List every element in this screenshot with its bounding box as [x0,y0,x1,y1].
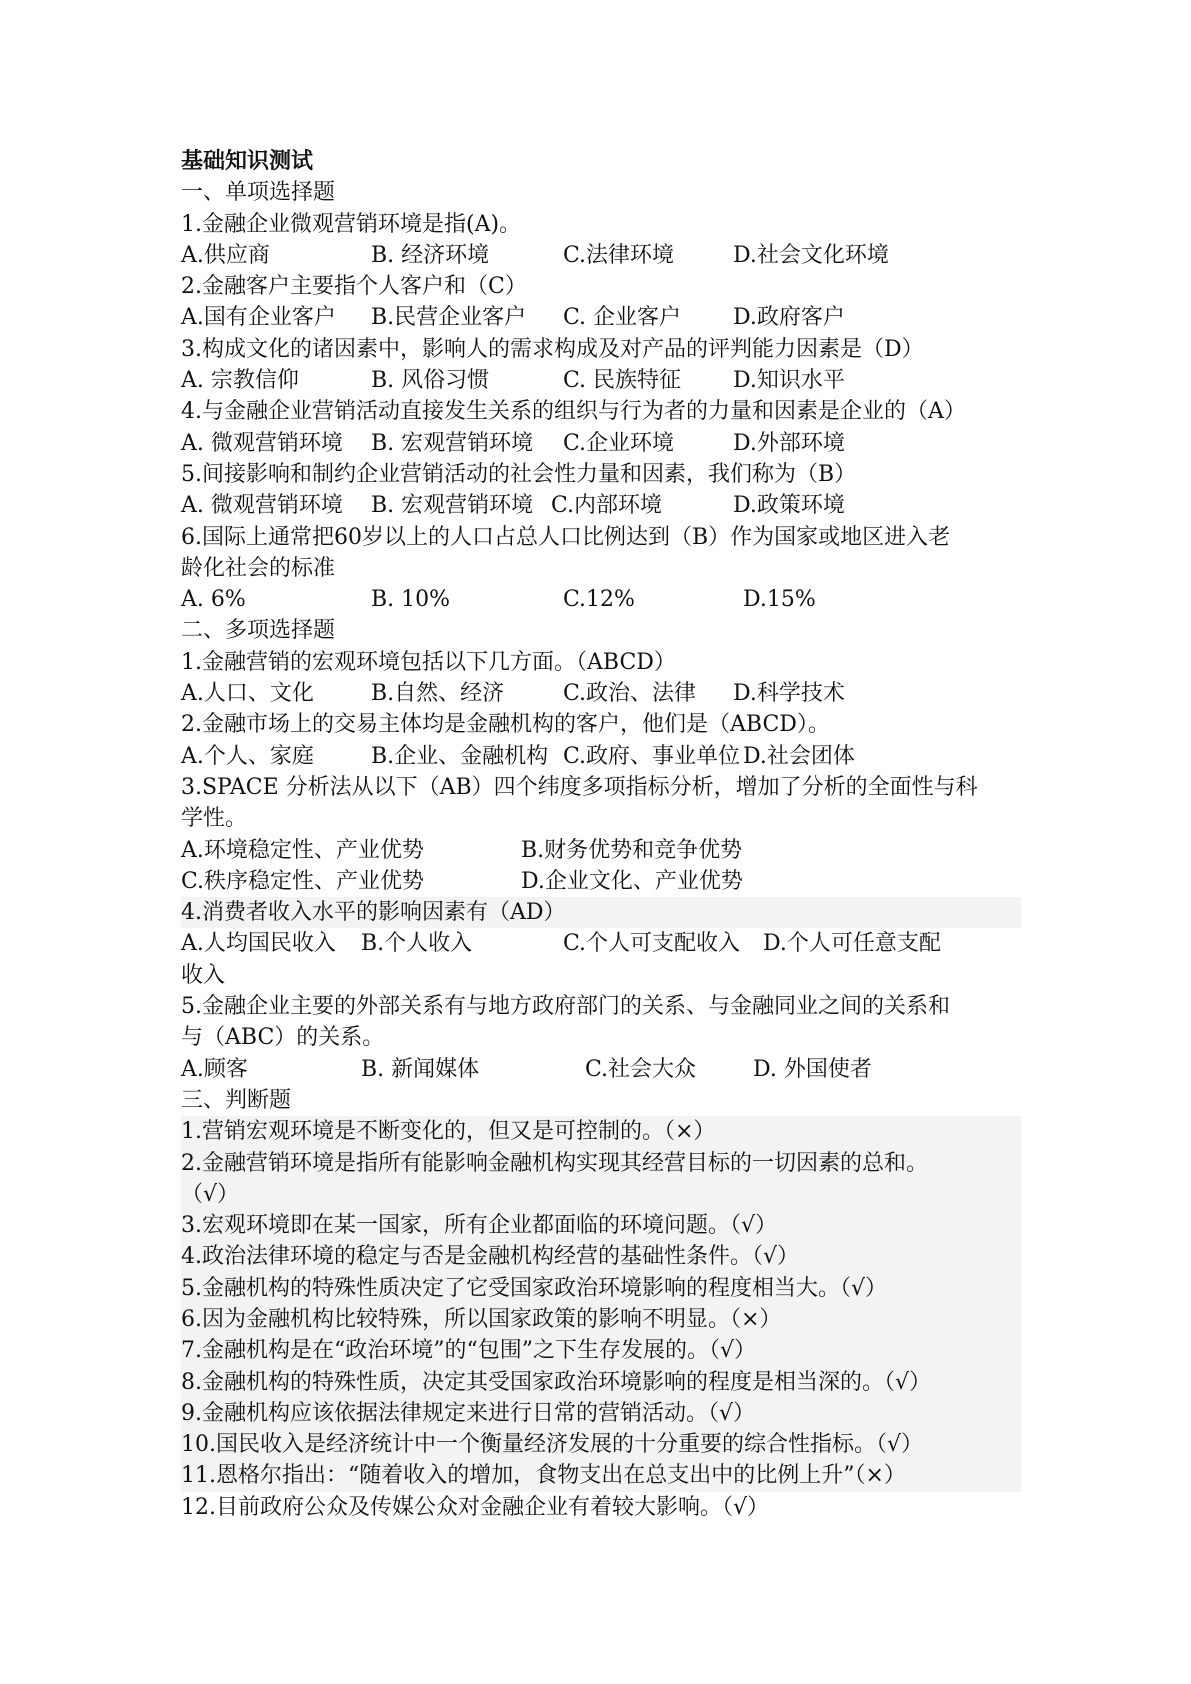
option-c: C.政府、事业单位 [563,743,741,769]
option-d: D.个人可任意支配 [763,931,941,957]
document-title: 基础知识测试 [181,149,314,174]
judgment-item: 12.目前政府公众及传媒公众对金融企业有着较大影响。（√） [181,1494,770,1520]
option-b: B. 风俗习惯 [371,368,490,394]
options-row [181,678,1021,709]
option-d: D.政府客户 [733,305,845,331]
judgment-item: 4.政治法律环境的稳定与否是金融机构经营的基础性条件。（√） [181,1241,1021,1272]
option-c: C.12% [563,587,635,613]
option-a: A.供应商 [181,242,270,268]
judgment-item-continued: （√） [181,1179,1021,1210]
option-b: B. 宏观营销环境 [371,430,534,456]
option-b: B. 10% [371,587,451,613]
question-text-continued: 学性。 [181,806,248,832]
judgment-item: 1.营销宏观环境是不断变化的，但又是可控制的。（×） [181,1116,1021,1147]
options-row [181,490,1021,521]
judgment-item: 11.恩格尔指出：“随着收入的增加，食物支出在总支出中的比例上升”（×） [181,1460,1021,1491]
options-row [181,365,1021,396]
options-row [181,928,1021,959]
question-text: 4.消费者收入水平的影响因素有（AD） [181,897,1021,928]
option-a: A.环境稳定性、产业优势 [181,837,424,863]
option-b: B.财务优势和竞争优势 [521,837,743,863]
question-text: 6.国际上通常把60岁以上的人口占总人口比例达到（B）作为国家或地区进入老 [181,524,951,550]
options-row [181,428,1021,459]
option-c: C.社会大众 [585,1056,697,1082]
option-c: C. 企业客户 [563,305,682,331]
question-text-continued: 与（ABC）的关系。 [181,1025,385,1051]
option-a: A. 微观营销环境 [181,493,343,519]
option-a: A.人均国民收入 [181,931,336,957]
question-text: 3.SPACE 分析法从以下（AB）四个纬度多项指标分析，增加了分析的全面性与科 [181,774,978,800]
options-row [181,1054,1021,1085]
question-text: 2.金融市场上的交易主体均是金融机构的客户，他们是（ABCD）。 [181,712,830,738]
question-text: 1.金融企业微观营销环境是指(A)。 [181,211,522,237]
options-row [181,741,1021,772]
option-a: A.国有企业客户 [181,305,336,331]
option-text-continued: 收入 [181,962,226,988]
document-body [181,146,1021,1523]
options-row [181,835,1021,866]
question-text: 4.与金融企业营销活动直接发生关系的组织与行为者的力量和因素是企业的（A） [181,399,966,425]
option-d: D.科学技术 [733,681,845,707]
options-row [181,240,1021,271]
option-b: B. 新闻媒体 [361,1056,480,1082]
option-d: D.知识水平 [733,368,845,394]
judgment-item: 3.宏观环境即在某一国家，所有企业都面临的环境问题。（√） [181,1210,1021,1241]
option-b: B.自然、经济 [371,681,505,707]
question-text: 1.金融营销的宏观环境包括以下几方面。（ABCD） [181,649,676,675]
option-b: B.民营企业客户 [371,305,527,331]
option-a: A.个人、家庭 [181,743,314,769]
option-b: B.企业、金融机构 [371,743,549,769]
question-text-continued: 龄化社会的标准 [181,555,336,581]
option-d: D.社会文化环境 [733,242,889,268]
judgment-item: 10.国民收入是经济统计中一个衡量经济发展的十分重要的综合性指标。（√） [181,1429,1021,1460]
options-row [181,302,1021,333]
option-c: C.政治、法律 [563,681,697,707]
judgment-item: 9.金融机构应该依据法律规定来进行日常的营销活动。（√） [181,1398,1021,1429]
judgment-item: 8.金融机构的特殊性质，决定其受国家政治环境影响的程度是相当深的。（√） [181,1367,1021,1398]
option-a: A. 宗教信仰 [181,368,299,394]
question-text: 5.金融企业主要的外部关系有与地方政府部门的关系、与金融同业之间的关系和 [181,994,950,1020]
option-c: C.秩序稳定性、产业优势 [181,868,425,894]
options-row [181,866,1021,897]
option-d: D.政策环境 [733,493,845,519]
judgment-item: 5.金融机构的特殊性质决定了它受国家政治环境影响的程度相当大。（√） [181,1273,1021,1304]
option-d: D.社会团体 [743,743,855,769]
judgment-item: 7.金融机构是在“政治环境”的“包围”之下生存发展的。（√） [181,1335,1021,1366]
section-heading-judge: 三、判断题 [181,1087,292,1113]
option-b: B. 宏观营销环境 [371,493,534,519]
option-d: D.15% [743,587,816,613]
option-c: C.内部环境 [551,493,663,519]
question-text: 2.金融客户主要指个人客户和（C） [181,274,527,300]
option-a: A.顾客 [181,1056,248,1082]
option-c: C.法律环境 [563,242,675,268]
option-c: C.企业环境 [563,430,675,456]
option-d: D. 外国使者 [753,1056,872,1082]
section-heading-single: 一、单项选择题 [181,180,336,206]
option-b: B.个人收入 [361,931,473,957]
option-d: D.外部环境 [733,430,845,456]
options-row [181,584,1021,615]
section-heading-multi: 二、多项选择题 [181,618,336,644]
option-c: C.个人可支配收入 [563,931,741,957]
option-a: A.人口、文化 [181,681,314,707]
judgment-item: 2.金融营销环境是指所有能影响金融机构实现其经营目标的一切因素的总和。 [181,1148,1021,1179]
question-text: 5.间接影响和制约企业营销活动的社会性力量和因素，我们称为（B） [181,461,857,487]
judgment-item: 6.因为金融机构比较特殊，所以国家政策的影响不明显。（×） [181,1304,1021,1335]
option-a: A. 6% [181,587,246,613]
option-d: D.企业文化、产业优势 [521,868,743,894]
option-b: B. 经济环境 [371,242,490,268]
option-a: A. 微观营销环境 [181,430,343,456]
option-c: C. 民族特征 [563,368,682,394]
question-text: 3.构成文化的诸因素中，影响人的需求构成及对产品的评判能力因素是（D） [181,336,924,362]
